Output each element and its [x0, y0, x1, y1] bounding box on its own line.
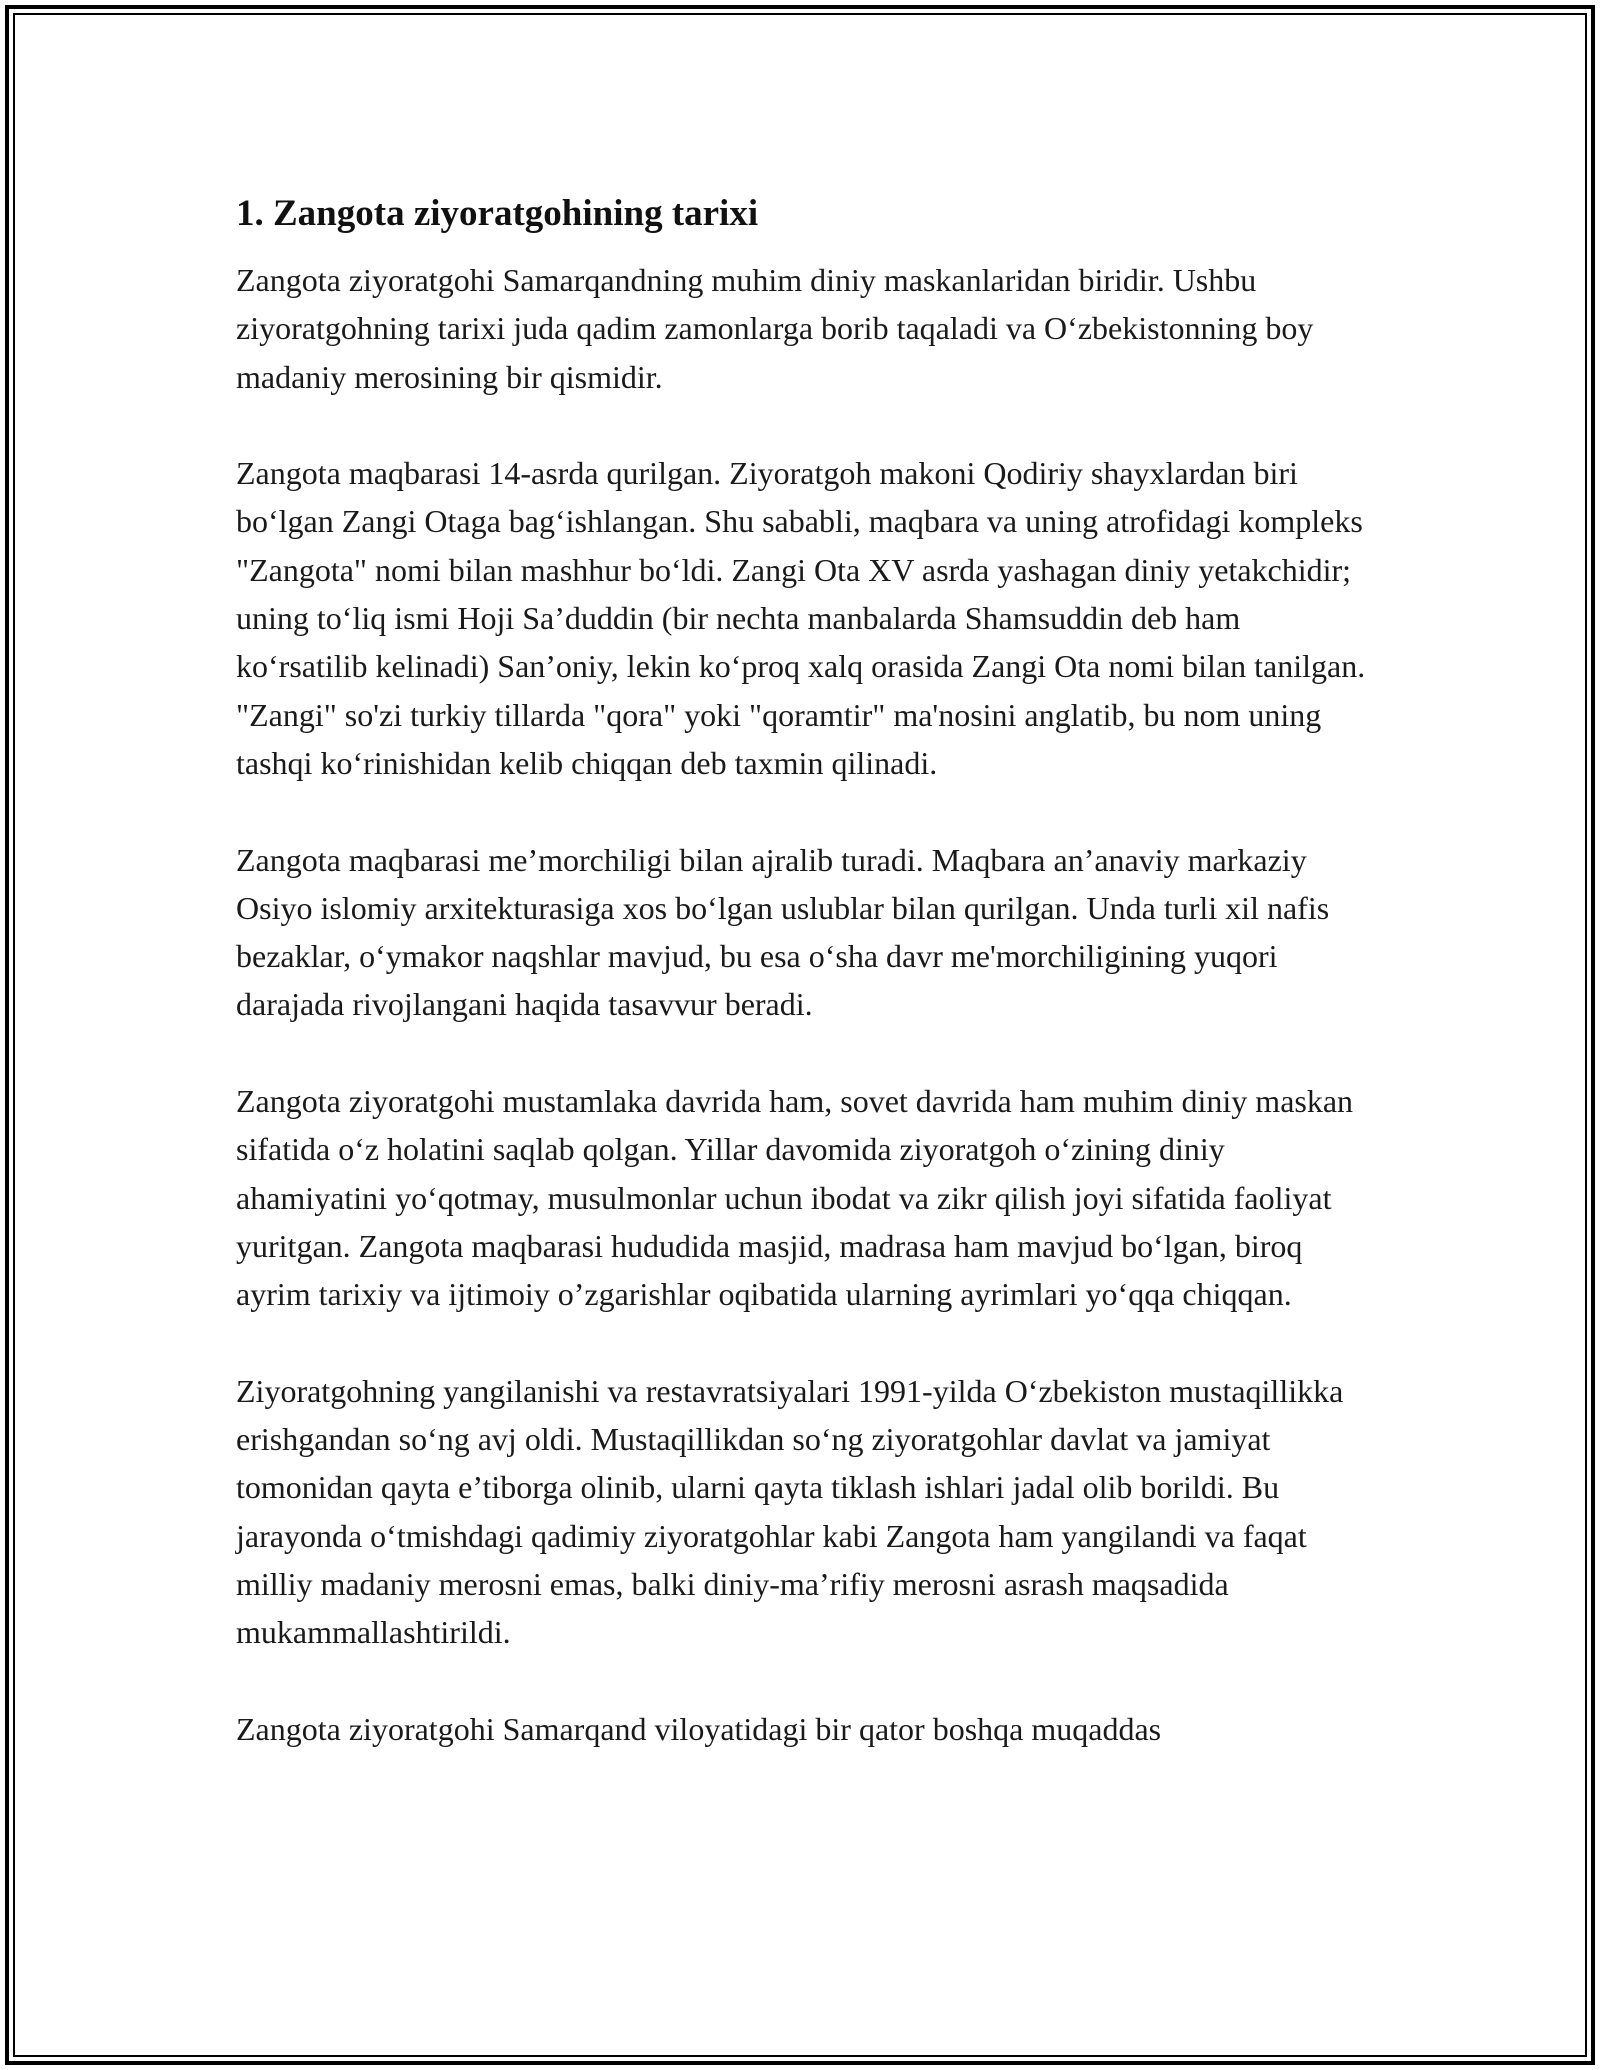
- paragraph-1: Zangota ziyoratgohi Samarqandning muhim diniy maskanlaridan biridir. Ushbu ziyoratgohning tarixi juda qadim zamonlarga borib taqaladi va O‘zbekistonning boy madaniy merosining bir qismidir.: [236, 262, 1314, 395]
- paragraph-3: Zangota maqbarasi me’morchiligi bilan ajralib turadi. Maqbara an’anaviy markaziy Osiyo islomiy arxitekturasiga xos bo‘lgan uslublar bilan qurilgan. Unda turli xil nafis bezaklar, o‘ymakor naqshlar mavjud, bu esa o‘sha davr me'morchiligining yuqori darajada rivojlangani haqida tasavvur beradi.: [236, 841, 1330, 1023]
- paragraph-2: Zangota maqbarasi 14-asrda qurilgan. Ziyoratgoh makoni Qodiriy shayxlardan biri bo‘lgan Zangi Otaga bag‘ishlangan. Shu sababli, maqbara va uning atrofidagi kompleks "Zangota" nomi bilan mashhur bo‘ldi. Zangi Ota XV asrda yashagan diniy yetakchidir; uning to‘liq ismi Hoji Sa’duddin (bir nechta manbalarda Shamsuddin deb ham ko‘rsatilib kelinadi) San’oniy, lekin ko‘proq xalq orasida Zangi Ota nomi bilan tanilgan. "Zangi" so'zi turkiy tillarda "qora" yoki "qoramtir" ma'nosini anglatib, bu nom uning tashqi ko‘rinishidan kelib chiqqan deb taxmin qilinadi.: [236, 455, 1366, 781]
- document-body: [236, 186, 1366, 1802]
- paragraph-4: Zangota ziyoratgohi mustamlaka davrida ham, sovet davrida ham muhim diniy maskan sifatida o‘z holatini saqlab qolgan. Yillar davomida ziyoratgoh o‘zining diniy ahamiyatini yo‘qotmay, musulmonlar uchun ibodat va zikr qilish joyi sifatida faoliyat yuritgan. Zangota maqbarasi hududida masjid, madrasa ham mavjud bo‘lgan, biroq ayrim tarixiy va ijtimoiy o’zgarishlar oqibatida ularning ayrimlari yo‘qqa chiqqan.: [236, 1083, 1354, 1313]
- paragraph-5: Ziyoratgohning yangilanishi va restavratsiyalari 1991-yilda O‘zbekiston mustaqillikka erishgandan so‘ng avj oldi. Mustaqillikdan so‘ng ziyoratgohlar davlat va jamiyat tomonidan qayta e’tiborga olinib, ularni qayta tiklash ishlari jadal olib borildi. Bu jarayonda o‘tmishdagi qadimiy ziyoratgohlar kabi Zangota ham yangilandi va faqat milliy madaniy merosni emas, balki diniy-ma’rifiy merosni asrash maqsadida mukammallashtirildi.: [236, 1372, 1344, 1651]
- section-heading: 1. Zangota ziyoratgohining tarixi: [236, 193, 759, 234]
- paragraph-6: Zangota ziyoratgohi Samarqand viloyatidagi bir qator boshqa muqaddas: [236, 1710, 1162, 1747]
